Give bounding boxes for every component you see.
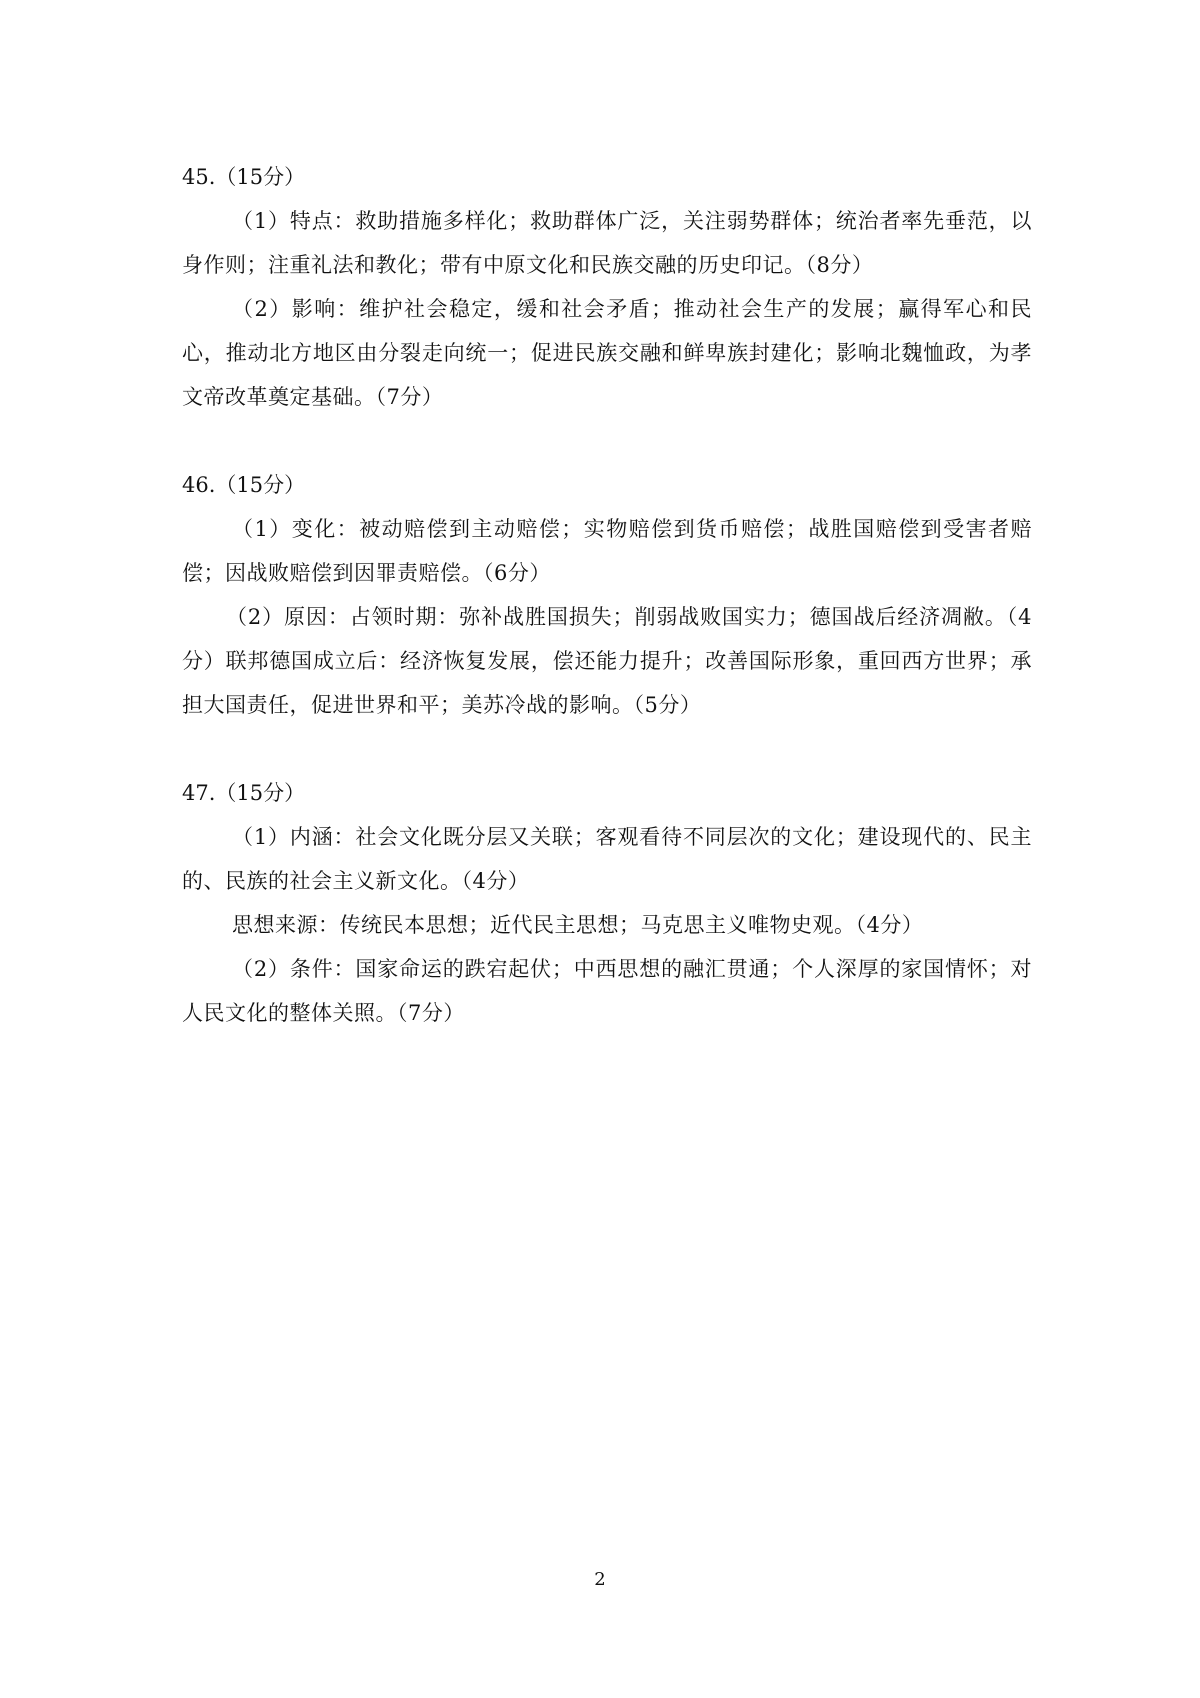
answer-paragraph: （2）条件：国家命运的跌宕起伏；中西思想的融汇贯通；个人深厚的家国情怀；对人民文化的整体关照。（7分） <box>182 957 1032 1025</box>
answer-paragraph: （2）原因：占领时期：弥补战胜国损失；削弱战败国实力；德国战后经济凋敝。（4分）联邦德国成立后：经济恢复发展，偿还能力提升；改善国际形象，重回西方世界；承担大国责任，促进世界和平；美苏冷战的影响。（5分） <box>182 605 1032 717</box>
page-number: 2 <box>594 1569 606 1590</box>
answer-paragraph: （1）特点：救助措施多样化；救助群体广泛，关注弱势群体；统治者率先垂范，以身作则；注重礼法和教化；带有中原文化和民族交融的历史印记。（8分） <box>182 209 1032 277</box>
question-45 <box>182 155 1032 419</box>
question-heading: 46.（15分） <box>182 473 306 497</box>
question-heading: 45.（15分） <box>182 165 306 189</box>
answer-paragraph: （1）内涵：社会文化既分层又关联；客观看待不同层次的文化；建设现代的、民主的、民族的社会主义新文化。（4分） <box>182 825 1032 893</box>
answer-paragraph: （2）影响：维护社会稳定，缓和社会矛盾；推动社会生产的发展；赢得军心和民心，推动北方地区由分裂走向统一；促进民族交融和鲜卑族封建化；影响北魏恤政，为孝文帝改革奠定基础。（7分） <box>182 297 1032 409</box>
question-47 <box>182 771 1032 1035</box>
answer-paragraph: 思想来源：传统民本思想；近代民主思想；马克思主义唯物史观。（4分） <box>232 913 924 937</box>
question-heading: 47.（15分） <box>182 781 306 805</box>
answer-content <box>182 155 1032 1079</box>
question-46 <box>182 463 1032 727</box>
answer-paragraph: （1）变化：被动赔偿到主动赔偿；实物赔偿到货币赔偿；战胜国赔偿到受害者赔偿；因战败赔偿到因罪责赔偿。（6分） <box>182 517 1032 585</box>
